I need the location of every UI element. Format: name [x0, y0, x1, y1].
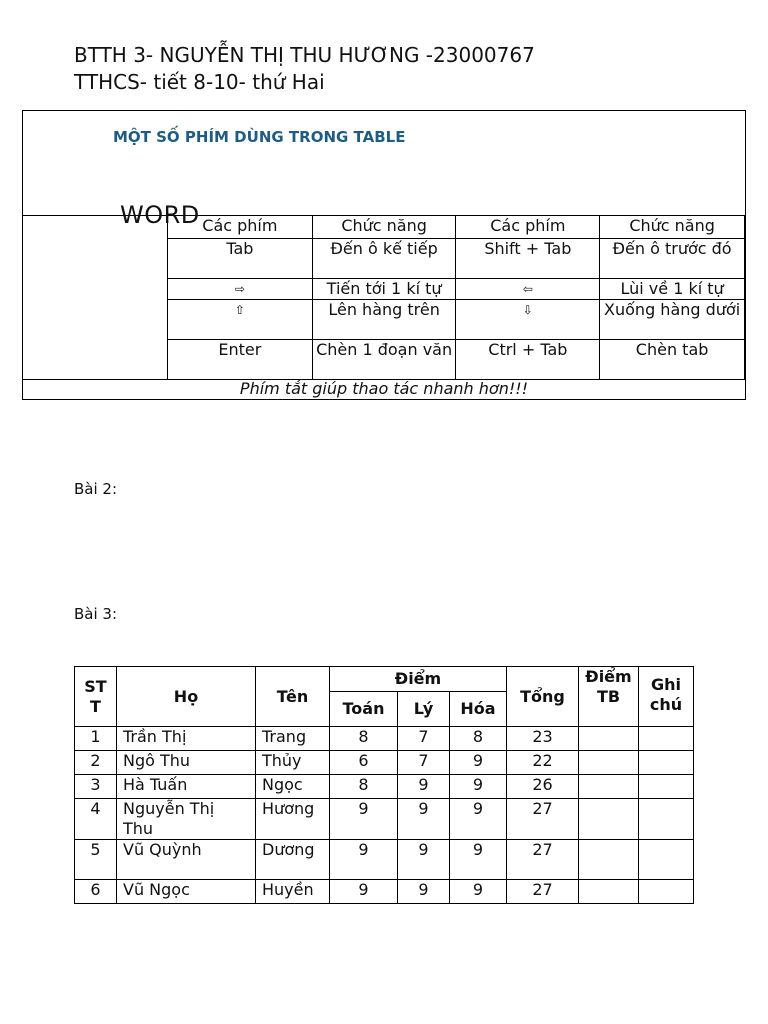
cell-hoa: 9: [450, 799, 507, 840]
table-header-row: [168, 216, 745, 239]
key-cell: Shift + Tab: [456, 239, 600, 279]
cell-hoa: 8: [450, 727, 507, 751]
cell-ly: 9: [398, 840, 450, 880]
cell-toan: 8: [330, 727, 398, 751]
arrow-right-key-cell: ⇨: [168, 279, 313, 300]
table-header-row: [75, 667, 694, 692]
column-header-ghi-chu: Ghi chú: [639, 667, 694, 727]
cell-ly: 9: [398, 880, 450, 904]
cell-toan: 9: [330, 840, 398, 880]
cell-hoa: 9: [450, 775, 507, 799]
function-cell: Chèn 1 đoạn văn: [312, 340, 456, 380]
document-header: [74, 42, 535, 96]
cell-diem-tb: [579, 751, 639, 775]
arrow-up-key-cell: ⇧: [168, 300, 313, 340]
function-cell: Lên hàng trên: [312, 300, 456, 340]
grades-table: [74, 666, 694, 904]
cell-tong: 27: [507, 840, 579, 880]
shortcut-keys-table: [167, 215, 745, 380]
cell-diem-tb: [579, 880, 639, 904]
cell-stt: 1: [75, 727, 117, 751]
column-header-ly: Lý: [398, 692, 450, 727]
cell-ghi-chu: [639, 880, 694, 904]
table-row: [75, 880, 694, 904]
column-header: Các phím: [456, 216, 600, 239]
arrow-down-key-cell: ⇩: [456, 300, 600, 340]
cell-ghi-chu: [639, 751, 694, 775]
column-header: Các phím: [168, 216, 313, 239]
cell-tong: 27: [507, 880, 579, 904]
key-cell: Ctrl + Tab: [456, 340, 600, 380]
cell-hoa: 9: [450, 751, 507, 775]
table-row: [75, 751, 694, 775]
table-row: [75, 840, 694, 880]
key-cell: Enter: [168, 340, 313, 380]
function-cell: Chèn tab: [600, 340, 745, 380]
function-cell: Đến ô kế tiếp: [312, 239, 456, 279]
column-header-diem: Điểm: [330, 667, 507, 692]
column-header-ho: Họ: [117, 667, 256, 727]
cell-ly: 7: [398, 751, 450, 775]
cell-ten: Trang: [256, 727, 330, 751]
cell-diem-tb: [579, 799, 639, 840]
cell-tong: 22: [507, 751, 579, 775]
table-row: [75, 799, 694, 840]
function-cell: Tiến tới 1 kí tự: [312, 279, 456, 300]
function-cell: Đến ô trước đó: [600, 239, 745, 279]
table-row: [168, 340, 745, 380]
key-cell: Tab: [168, 239, 313, 279]
cell-tong: 23: [507, 727, 579, 751]
table-row: [168, 239, 745, 279]
cell-ho: Ngô Thu: [117, 751, 256, 775]
cell-hoa: 9: [450, 840, 507, 880]
cell-ho: Nguyễn Thị Thu: [117, 799, 256, 840]
cell-ho: Vũ Quỳnh: [117, 840, 256, 880]
cell-ly: 9: [398, 799, 450, 840]
cell-toan: 9: [330, 880, 398, 904]
cell-toan: 6: [330, 751, 398, 775]
header-line-1: BTTH 3- NGUYỄN THỊ THU HƯƠNG -23000767: [74, 43, 535, 67]
cell-ghi-chu: [639, 775, 694, 799]
cell-ho: Trần Thị: [117, 727, 256, 751]
function-cell: Xuống hàng dưới: [600, 300, 745, 340]
cell-ten: Dương: [256, 840, 330, 880]
header-line-2: TTHCS- tiết 8-10- thứ Hai: [74, 70, 325, 94]
cell-ly: 7: [398, 727, 450, 751]
cell-ten: Ngọc: [256, 775, 330, 799]
cell-ly: 9: [398, 775, 450, 799]
cell-ghi-chu: [639, 799, 694, 840]
exercise-2-label: Bài 2:: [74, 480, 118, 498]
table-row: [75, 775, 694, 799]
column-header: Chức năng: [312, 216, 456, 239]
cell-stt: 6: [75, 880, 117, 904]
cell-stt: 3: [75, 775, 117, 799]
cell-ho: Vũ Ngọc: [117, 880, 256, 904]
table-footer-note: Phím tắt giúp thao tác nhanh hơn!!!: [239, 379, 529, 398]
cell-diem-tb: [579, 840, 639, 880]
column-header-diem-tb: Điểm TB: [579, 667, 639, 727]
cell-tong: 26: [507, 775, 579, 799]
cell-diem-tb: [579, 727, 639, 751]
cell-toan: 8: [330, 775, 398, 799]
table-row: [168, 300, 745, 340]
cell-ten: Hương: [256, 799, 330, 840]
table-row: [168, 279, 745, 300]
cell-hoa: 9: [450, 880, 507, 904]
table-title: MỘT SỐ PHÍM DÙNG TRONG TABLE: [113, 128, 406, 146]
cell-stt: 4: [75, 799, 117, 840]
cell-ten: Thủy: [256, 751, 330, 775]
cell-stt: 5: [75, 840, 117, 880]
table-row: [75, 727, 694, 751]
word-label: WORD: [120, 201, 200, 229]
column-header-ten: Tên: [256, 667, 330, 727]
column-header-stt: STT: [75, 667, 117, 727]
cell-ten: Huyền: [256, 880, 330, 904]
cell-ho: Hà Tuấn: [117, 775, 256, 799]
cell-ghi-chu: [639, 727, 694, 751]
exercise-3-label: Bài 3:: [74, 605, 118, 623]
shortcut-keys-box: [22, 110, 746, 400]
cell-stt: 2: [75, 751, 117, 775]
cell-ghi-chu: [639, 840, 694, 880]
function-cell: Lùi về 1 kí tự: [600, 279, 745, 300]
column-header: Chức năng: [600, 216, 745, 239]
cell-diem-tb: [579, 775, 639, 799]
column-header-toan: Toán: [330, 692, 398, 727]
cell-toan: 9: [330, 799, 398, 840]
arrow-left-key-cell: ⇦: [456, 279, 600, 300]
cell-tong: 27: [507, 799, 579, 840]
column-header-tong: Tổng: [507, 667, 579, 727]
column-header-hoa: Hóa: [450, 692, 507, 727]
